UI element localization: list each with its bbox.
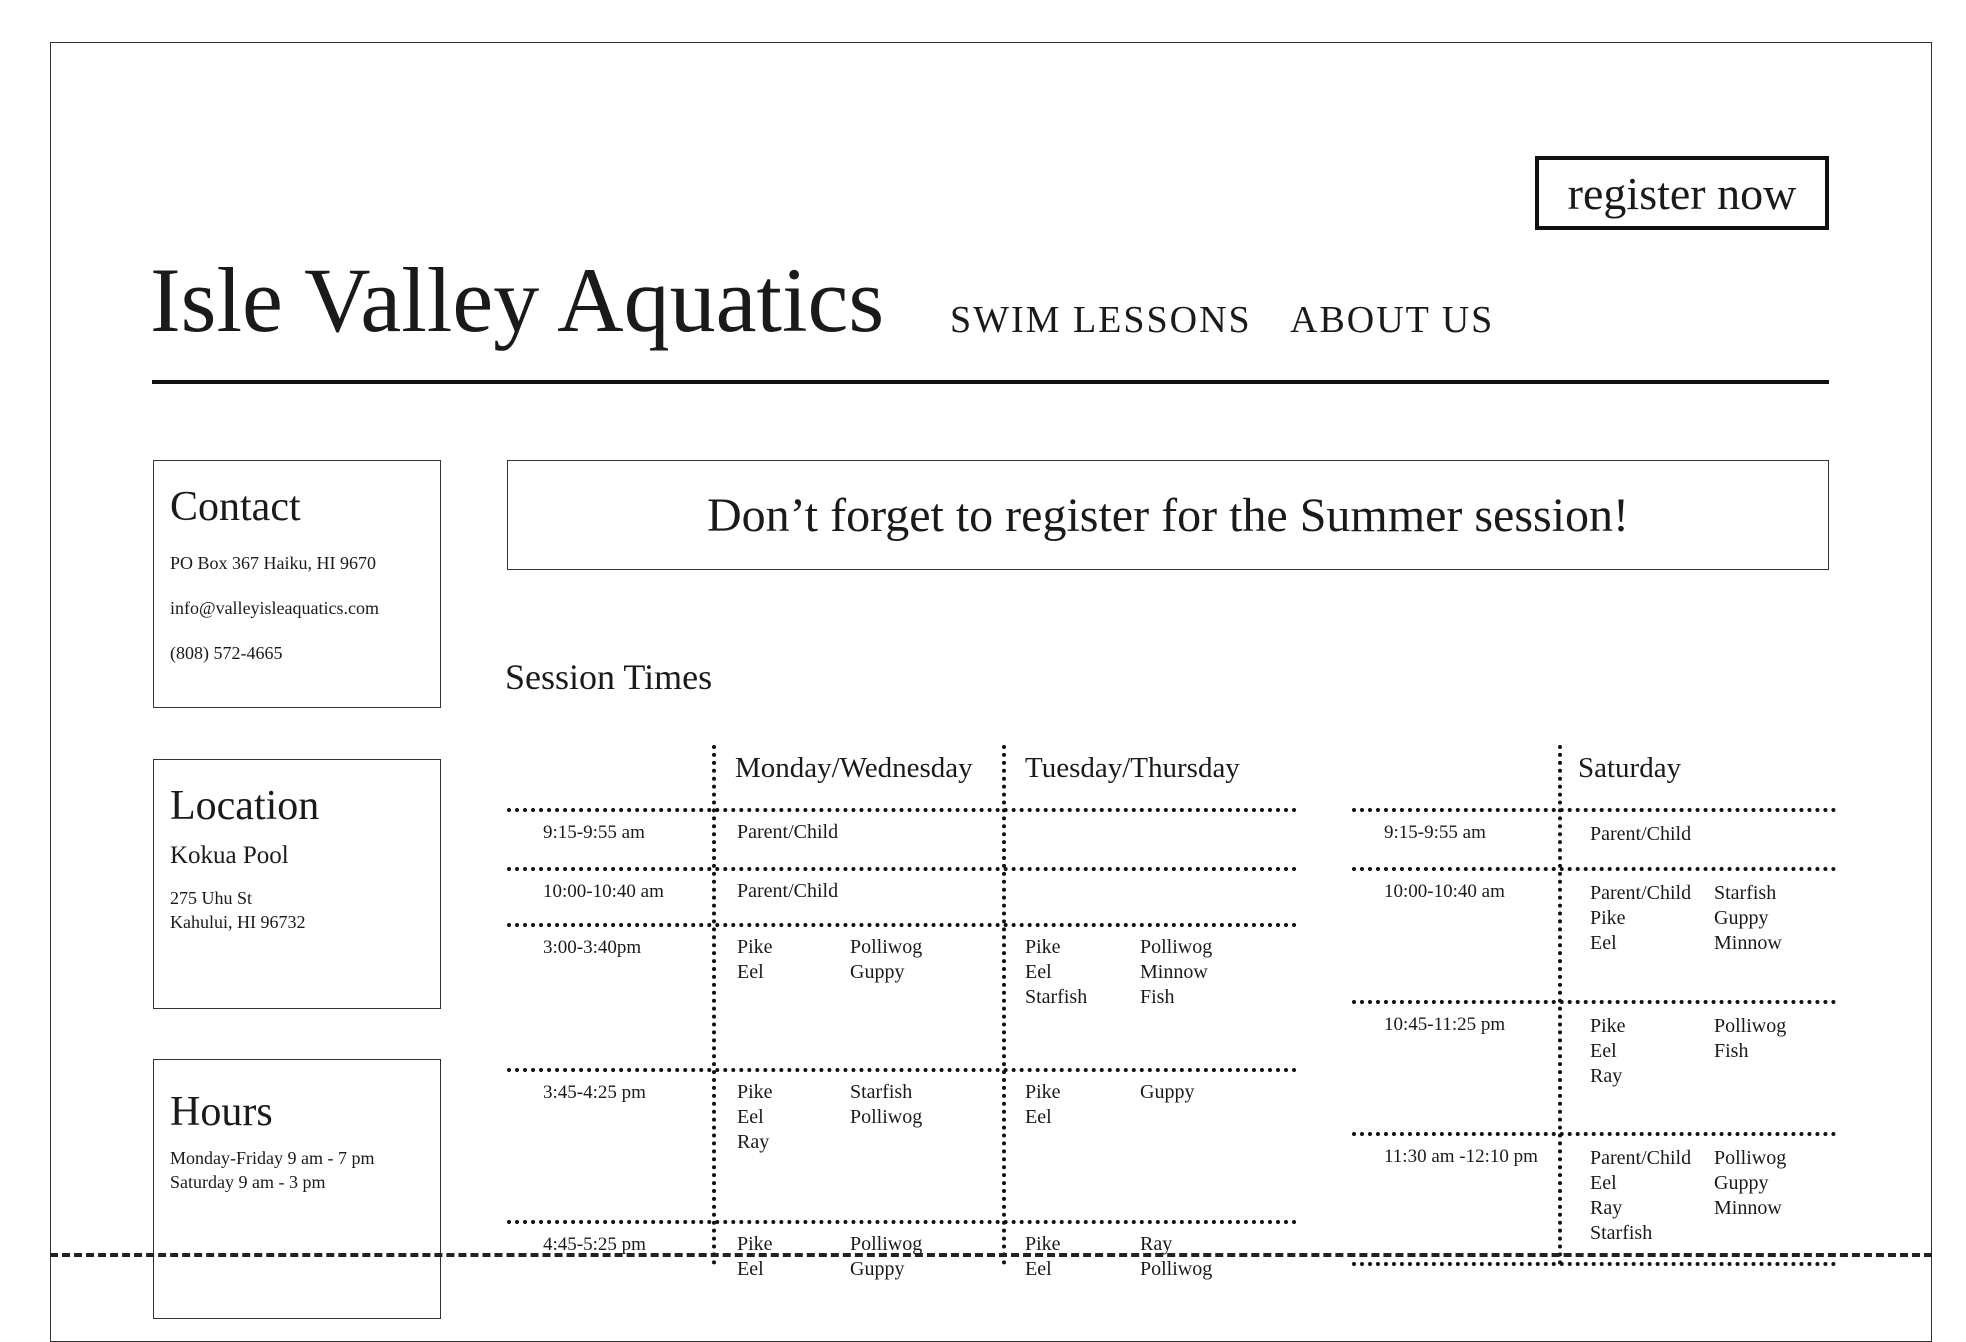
class-level: Fish [1714, 1040, 1749, 1062]
class-level: Polliwog [1714, 1015, 1787, 1037]
schedule-vertical-divider [1002, 745, 1006, 1265]
schedule-row-divider [507, 923, 1297, 927]
class-level: Pike [1025, 1081, 1061, 1103]
schedule-row-divider [507, 1220, 1297, 1224]
nav-about-us[interactable]: ABOUT US [1290, 299, 1495, 341]
session-time: 10:45-11:25 pm [1384, 1014, 1506, 1035]
class-level: Ray [737, 1131, 770, 1153]
class-level: Eel [1025, 1106, 1052, 1128]
class-level: Guppy [1714, 907, 1769, 929]
schedule-row-divider [1352, 1262, 1836, 1266]
location-city: Kahului, HI 96732 [170, 912, 306, 932]
class-level: Parent/Child [1590, 882, 1692, 904]
class-level: Polliwog [850, 936, 923, 958]
class-level: Starfish [1714, 882, 1777, 904]
class-level: Guppy [850, 1258, 905, 1280]
summer-session-banner: Don’t forget to register for the Summer session! [507, 460, 1829, 570]
location-heading: Location [170, 783, 320, 829]
class-level: Eel [1590, 1040, 1617, 1062]
schedule-row-divider [507, 867, 1297, 871]
session-times-title: Session Times [505, 657, 713, 697]
schedule-row-divider [1352, 1132, 1836, 1136]
class-level: Pike [1590, 1015, 1626, 1037]
class-level: Minnow [1714, 932, 1782, 954]
schedule-row-divider [507, 808, 1297, 812]
class-level: Ray [1140, 1233, 1173, 1255]
class-level: Parent/Child [737, 880, 839, 902]
session-time: 4:45-5:25 pm [543, 1234, 646, 1255]
class-level: Eel [1025, 961, 1052, 983]
class-level: Guppy [1140, 1081, 1195, 1103]
class-level: Pike [1025, 1233, 1061, 1255]
class-level: Ray [1590, 1197, 1623, 1219]
session-time: 9:15-9:55 am [1384, 822, 1486, 843]
schedule-row-divider [1352, 1000, 1836, 1004]
class-level: Minnow [1140, 961, 1208, 983]
fold-line [50, 1253, 1932, 1257]
site-title[interactable]: Isle Valley Aquatics [150, 249, 885, 351]
class-level: Starfish [1025, 986, 1088, 1008]
session-time: 3:45-4:25 pm [543, 1082, 646, 1103]
contact-box [153, 460, 441, 708]
schedule-vertical-divider [1558, 745, 1562, 1265]
nav-swim-lessons[interactable]: SWIM LESSONS [950, 299, 1252, 341]
contact-email[interactable]: info@valleyisleaquatics.com [170, 598, 380, 618]
class-level: Eel [1590, 1172, 1617, 1194]
class-level: Eel [1025, 1258, 1052, 1280]
session-time: 9:15-9:55 am [543, 822, 645, 843]
contact-phone[interactable]: (808) 572-4665 [170, 643, 283, 663]
class-level: Eel [737, 1106, 764, 1128]
class-level: Polliwog [1714, 1147, 1787, 1169]
class-level: Polliwog [850, 1233, 923, 1255]
class-level: Polliwog [1140, 1258, 1213, 1280]
hours-weekdays: Monday-Friday 9 am - 7 pm [170, 1148, 375, 1168]
class-level: Parent/Child [1590, 1147, 1692, 1169]
class-level: Fish [1140, 986, 1175, 1008]
schedule-row-divider [1352, 867, 1836, 871]
session-time: 10:00-10:40 am [543, 881, 664, 902]
class-level: Parent/Child [737, 821, 839, 843]
class-level: Pike [737, 936, 773, 958]
schedule-row-divider [1352, 808, 1836, 812]
hours-heading: Hours [170, 1089, 273, 1135]
class-level: Pike [737, 1233, 773, 1255]
class-level: Pike [1590, 907, 1626, 929]
contact-heading: Contact [170, 484, 301, 530]
class-level: Polliwog [850, 1106, 923, 1128]
class-level: Guppy [1714, 1172, 1769, 1194]
location-box [153, 759, 441, 1009]
column-header-saturday: Saturday [1578, 752, 1682, 784]
session-time: 3:00-3:40pm [543, 937, 642, 958]
class-level: Eel [737, 961, 764, 983]
schedule-vertical-divider [712, 745, 716, 1265]
class-level: Starfish [1590, 1222, 1653, 1244]
header-divider [152, 380, 1829, 384]
class-level: Ray [1590, 1065, 1623, 1087]
session-time: 10:00-10:40 am [1384, 881, 1505, 902]
column-header-monwed: Monday/Wednesday [735, 752, 973, 784]
hours-saturday: Saturday 9 am - 3 pm [170, 1172, 326, 1192]
class-level: Guppy [850, 961, 905, 983]
register-now-button[interactable]: register now [1535, 156, 1829, 230]
class-level: Starfish [850, 1081, 913, 1103]
session-time: 11:30 am -12:10 pm [1384, 1146, 1538, 1167]
class-level: Parent/Child [1590, 823, 1692, 845]
class-level: Minnow [1714, 1197, 1782, 1219]
class-level: Eel [1590, 932, 1617, 954]
contact-address: PO Box 367 Haiku, HI 9670 [170, 553, 376, 573]
class-level: Pike [737, 1081, 773, 1103]
column-header-tuethu: Tuesday/Thursday [1025, 752, 1240, 784]
class-level: Eel [737, 1258, 764, 1280]
hours-box [153, 1059, 441, 1319]
location-street: 275 Uhu St [170, 888, 253, 908]
class-level: Polliwog [1140, 936, 1213, 958]
schedule-row-divider [507, 1068, 1297, 1072]
location-pool: Kokua Pool [170, 842, 289, 869]
class-level: Pike [1025, 936, 1061, 958]
